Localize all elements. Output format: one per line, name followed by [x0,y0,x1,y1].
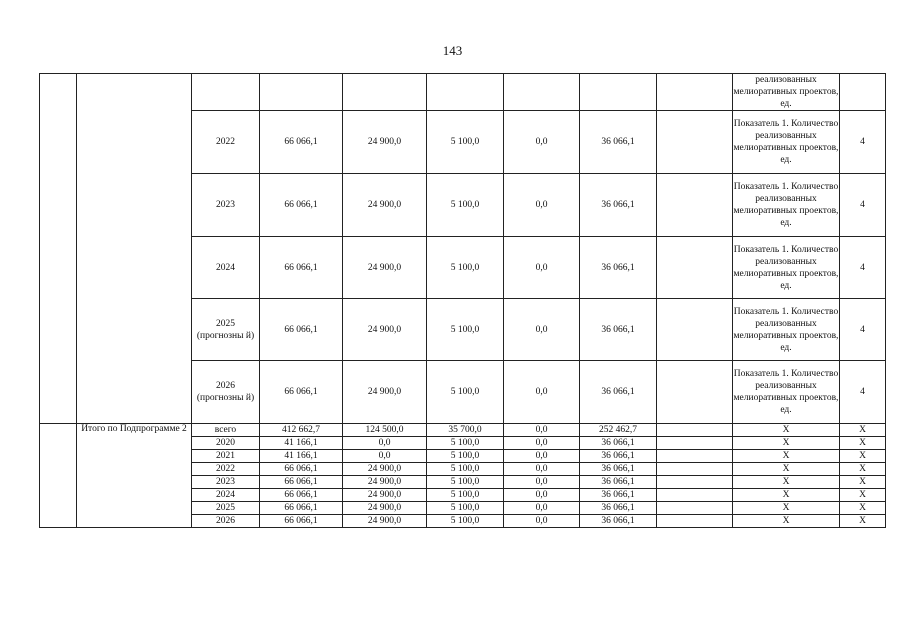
value-cell: X [840,489,886,502]
other-cell: 36 066,1 [580,502,657,515]
indicator-cell: X [733,515,840,528]
regional-cell [427,74,504,111]
other-cell: 36 066,1 [580,515,657,528]
regional-cell: 5 100,0 [427,437,504,450]
regional-cell: 5 100,0 [427,502,504,515]
total-cell: 41 166,1 [260,450,343,463]
regional-cell: 5 100,0 [427,237,504,299]
federal-cell: 24 900,0 [343,361,427,424]
federal-cell: 24 900,0 [343,502,427,515]
indicator-cell: реализованных мелиоративных проектов, ед. [733,75,839,109]
federal-cell: 24 900,0 [343,476,427,489]
value-cell [840,74,886,111]
value-cell: 4 [840,111,886,174]
regional-cell: 35 700,0 [427,424,504,437]
number-cell [40,424,77,528]
federal-cell [343,74,427,111]
total-cell: 66 066,1 [260,361,343,424]
federal-cell: 24 900,0 [343,299,427,361]
name-cell [77,74,192,424]
total-cell: 66 066,1 [260,299,343,361]
federal-cell: 24 900,0 [343,111,427,174]
local-cell: 0,0 [504,361,580,424]
indicator-cell: X [733,476,840,489]
other-cell: 36 066,1 [580,476,657,489]
total-cell: 66 066,1 [260,515,343,528]
year-cell: 2021 [192,450,260,463]
empty-cell [657,299,733,361]
regional-cell: 5 100,0 [427,476,504,489]
value-cell: X [840,515,886,528]
regional-cell: 5 100,0 [427,174,504,237]
regional-cell: 5 100,0 [427,489,504,502]
value-cell: 4 [840,174,886,237]
indicator-cell: X [733,502,840,515]
empty-cell [657,437,733,450]
local-cell: 0,0 [504,424,580,437]
value-cell: X [840,476,886,489]
total-cell: 66 066,1 [260,111,343,174]
indicator-cell: X [733,450,840,463]
total-cell: 66 066,1 [260,476,343,489]
empty-cell [657,476,733,489]
year-cell: 2022 [192,111,260,174]
value-cell: 4 [840,299,886,361]
local-cell: 0,0 [504,437,580,450]
regional-cell: 5 100,0 [427,299,504,361]
local-cell [504,74,580,111]
other-cell: 36 066,1 [580,450,657,463]
regional-cell: 5 100,0 [427,111,504,174]
other-cell [580,74,657,111]
year-cell: 2025 [192,502,260,515]
indicator-cell: X [733,437,840,450]
regional-cell: 5 100,0 [427,463,504,476]
indicator-cell: X [733,424,840,437]
empty-cell [657,111,733,174]
empty-cell [657,174,733,237]
other-cell: 36 066,1 [580,361,657,424]
empty-cell [657,463,733,476]
local-cell: 0,0 [504,237,580,299]
local-cell: 0,0 [504,515,580,528]
local-cell: 0,0 [504,111,580,174]
federal-cell: 0,0 [343,437,427,450]
summary-row [40,424,886,437]
empty-cell [657,502,733,515]
indicator-cell: Показатель 1. Количество реализованных мелиоративных проектов, ед. [733,111,840,174]
local-cell: 0,0 [504,174,580,237]
other-cell: 252 462,7 [580,424,657,437]
total-cell [260,74,343,111]
empty-cell [657,489,733,502]
local-cell: 0,0 [504,450,580,463]
year-cell: 2022 [192,463,260,476]
regional-cell: 5 100,0 [427,515,504,528]
local-cell: 0,0 [504,463,580,476]
regional-cell: 5 100,0 [427,450,504,463]
value-cell: 4 [840,237,886,299]
subprogram-finance-table [39,73,886,528]
regional-cell: 5 100,0 [427,361,504,424]
table-row [40,74,886,111]
other-cell: 36 066,1 [580,111,657,174]
empty-cell [657,74,733,111]
indicator-cell: Показатель 1. Количество реализованных мелиоративных проектов, ед. [733,174,840,237]
value-cell: X [840,502,886,515]
value-cell: X [840,463,886,476]
other-cell: 36 066,1 [580,237,657,299]
value-cell: X [840,424,886,437]
empty-cell [657,450,733,463]
empty-cell [657,424,733,437]
summary-label: Итого по Подпрограмме 2 [77,424,192,528]
year-cell: 2026 [192,515,260,528]
local-cell: 0,0 [504,299,580,361]
indicator-cell: X [733,463,840,476]
indicator-cell: Показатель 1. Количество реализованных мелиоративных проектов, ед. [733,299,840,361]
federal-cell: 24 900,0 [343,463,427,476]
value-cell: 4 [840,361,886,424]
year-cell [192,74,260,111]
federal-cell: 24 900,0 [343,489,427,502]
total-cell: 66 066,1 [260,489,343,502]
year-cell: 2024 [192,237,260,299]
federal-cell: 0,0 [343,450,427,463]
total-cell: 66 066,1 [260,237,343,299]
other-cell: 36 066,1 [580,174,657,237]
local-cell: 0,0 [504,489,580,502]
year-cell: 2025 (прогнозны й) [192,299,260,361]
total-cell: 41 166,1 [260,437,343,450]
total-cell: 66 066,1 [260,174,343,237]
other-cell: 36 066,1 [580,489,657,502]
other-cell: 36 066,1 [580,463,657,476]
other-cell: 36 066,1 [580,437,657,450]
empty-cell [657,515,733,528]
other-cell: 36 066,1 [580,299,657,361]
indicator-cell: Показатель 1. Количество реализованных мелиоративных проектов, ед. [733,361,840,424]
value-cell: X [840,450,886,463]
year-cell: всего [192,424,260,437]
federal-cell: 124 500,0 [343,424,427,437]
number-cell [40,74,77,424]
indicator-cell: X [733,489,840,502]
federal-cell: 24 900,0 [343,237,427,299]
page-number: 143 [442,43,463,58]
year-cell: 2020 [192,437,260,450]
empty-cell [657,237,733,299]
local-cell: 0,0 [504,502,580,515]
federal-cell: 24 900,0 [343,174,427,237]
year-cell: 2024 [192,489,260,502]
total-cell: 66 066,1 [260,502,343,515]
empty-cell [657,361,733,424]
total-cell: 66 066,1 [260,463,343,476]
year-cell: 2026 (прогнозны й) [192,361,260,424]
federal-cell: 24 900,0 [343,515,427,528]
total-cell: 412 662,7 [260,424,343,437]
indicator-cell: Показатель 1. Количество реализованных мелиоративных проектов, ед. [733,237,840,299]
value-cell: X [840,437,886,450]
year-cell: 2023 [192,476,260,489]
year-cell: 2023 [192,174,260,237]
local-cell: 0,0 [504,476,580,489]
